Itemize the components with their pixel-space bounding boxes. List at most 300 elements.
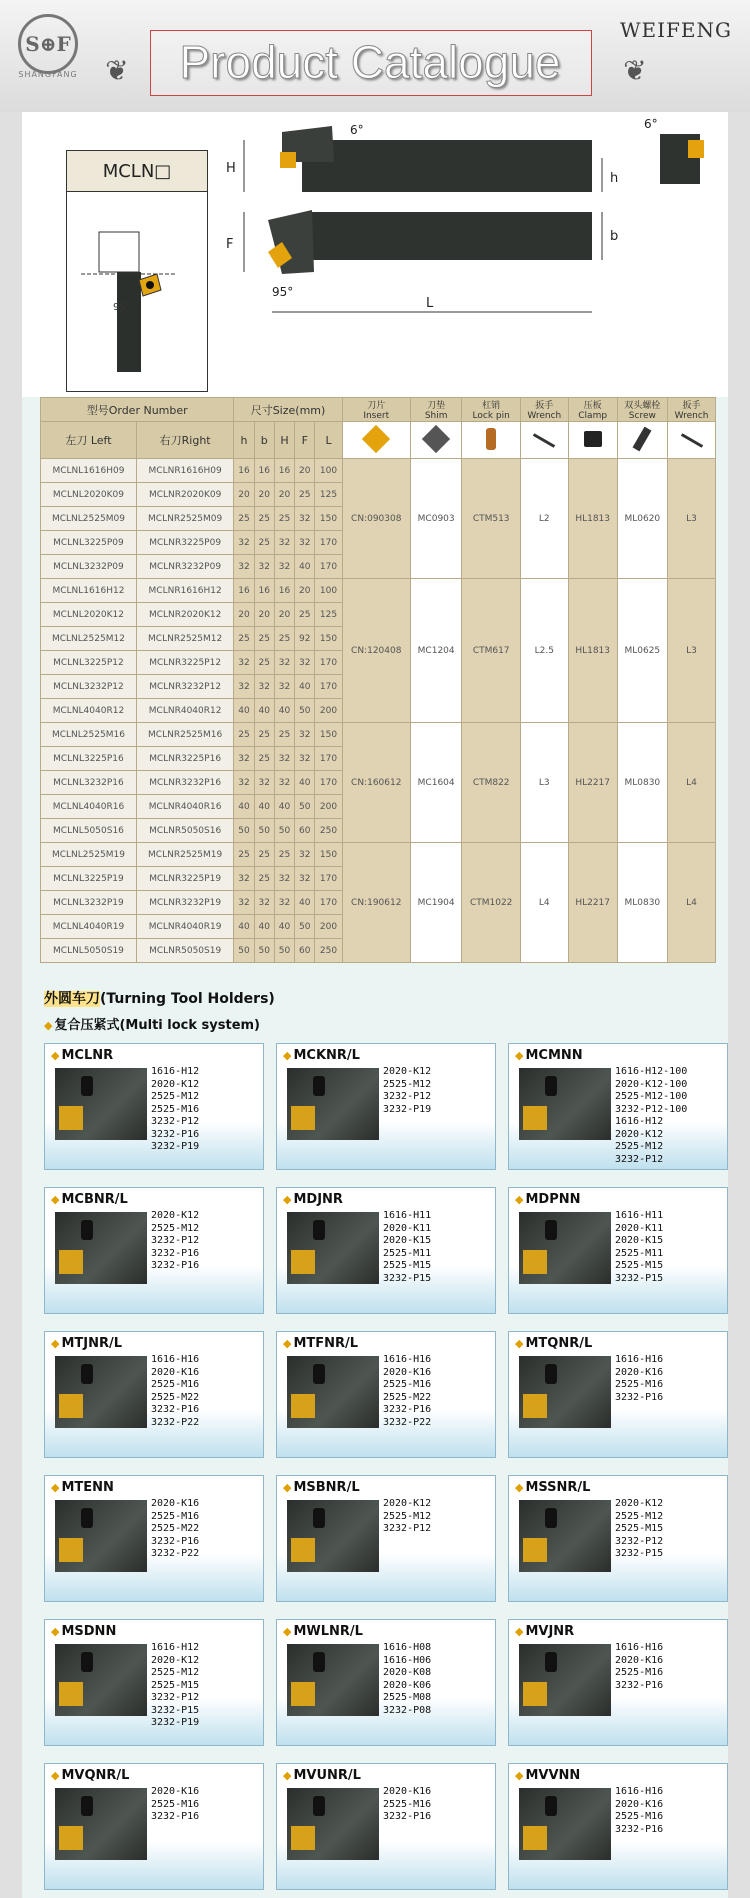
part-screw: ML0830 <box>617 723 667 843</box>
size-item: 2525-M15 <box>615 1523 664 1534</box>
size-item: 2020-K12 <box>151 1210 200 1221</box>
size-list <box>383 1498 431 1536</box>
size-item: 2020-K06 <box>383 1679 432 1691</box>
dim-value: 20 <box>295 579 315 603</box>
part-insert: CN:190612 <box>342 843 410 963</box>
dim-value: 25 <box>254 531 274 555</box>
brand-logo-subtitle: SHANGFANG <box>18 70 78 79</box>
part-shim: MC1904 <box>410 843 462 963</box>
dim-value: 20 <box>295 459 315 483</box>
order-left: MCLNL4040R12 <box>41 699 137 723</box>
dim-value: 150 <box>315 507 342 531</box>
body-angle-label: 95° <box>272 285 294 299</box>
right-header: 右刀Right <box>136 422 233 459</box>
spec-row <box>41 579 716 603</box>
dim-value: 25 <box>234 627 254 651</box>
size-item: 2525-M16 <box>151 1798 200 1810</box>
size-list <box>151 1786 199 1824</box>
shim-icon <box>410 422 462 459</box>
page-title: Product Catalogue <box>179 36 561 88</box>
size-item: 3232-P19 <box>383 1103 432 1115</box>
tool-holder-image <box>287 1212 379 1284</box>
dim-value: 32 <box>234 651 254 675</box>
product-name-text: MTENN <box>61 1480 114 1495</box>
size-item: 3232-P22 <box>151 1416 200 1428</box>
part-insert: CN:120408 <box>342 579 410 723</box>
tool-holder-image <box>287 1788 379 1860</box>
dim-header-F: F <box>295 422 315 459</box>
size-item: 2020-K16 <box>383 1786 432 1797</box>
size-item: 3232-P16 <box>615 1391 664 1403</box>
order-right: MCLNR2020K12 <box>136 603 233 627</box>
section-multi-lock-cn: 复合压紧式 <box>54 1018 120 1033</box>
dim-value: 40 <box>295 555 315 579</box>
part-label-en: Wrench <box>527 411 562 421</box>
dim-value: 50 <box>254 939 274 963</box>
insert-icon <box>291 1250 315 1274</box>
part-label-en: Lock pin <box>472 411 510 421</box>
product-card[interactable] <box>44 1475 264 1602</box>
dim-value: 16 <box>274 579 294 603</box>
clamp-icon <box>81 1508 93 1528</box>
dim-value: 32 <box>274 555 294 579</box>
size-item: 1616-H08 <box>383 1642 432 1653</box>
size-item: 2525-M22 <box>151 1391 200 1403</box>
product-name-text: MSSNR/L <box>525 1480 591 1495</box>
order-right: MCLNR2525M09 <box>136 507 233 531</box>
size-item: 1616-H12 <box>151 1066 200 1077</box>
dim-value: 20 <box>254 483 274 507</box>
product-card[interactable] <box>276 1619 496 1746</box>
header <box>0 0 750 115</box>
clamp-icon <box>313 1364 325 1384</box>
dim-value: 40 <box>254 699 274 723</box>
tool-holder-image <box>519 1788 611 1860</box>
product-card[interactable] <box>44 1619 264 1746</box>
size-item: 3232-P22 <box>383 1416 432 1428</box>
clamp-icon <box>313 1796 325 1816</box>
order-left: MCLNL3232P09 <box>41 555 137 579</box>
dim-value: 16 <box>254 579 274 603</box>
dim-value: 50 <box>295 915 315 939</box>
size-item: 2020-K11 <box>615 1222 664 1234</box>
spec-row <box>41 723 716 747</box>
tool-holder-image <box>519 1644 611 1716</box>
order-left: MCLNL2020K09 <box>41 483 137 507</box>
part-wrench2: L4 <box>668 843 716 963</box>
part-insert: CN:160612 <box>342 723 410 843</box>
size-item: 2525-M12 <box>383 1510 432 1522</box>
size-item: 2525-M12 <box>151 1091 200 1102</box>
size-item: 3232-P22 <box>151 1548 200 1559</box>
order-left: MCLNL2525M12 <box>41 627 137 651</box>
product-name-text: MCKNR/L <box>293 1048 360 1063</box>
insert-icon <box>523 1538 547 1562</box>
spec-subheader-row <box>41 422 716 459</box>
dim-value: 170 <box>315 675 342 699</box>
part-pin: CTM617 <box>462 579 520 723</box>
dim-value: 25 <box>254 627 274 651</box>
tool-holder-image <box>519 1500 611 1572</box>
dim-value: 25 <box>274 723 294 747</box>
size-item: 3232-P19 <box>151 1717 200 1728</box>
product-card[interactable] <box>44 1187 264 1314</box>
order-left: MCLNL3232P12 <box>41 675 137 699</box>
order-right: MCLNR5050S16 <box>136 819 233 843</box>
dim-value: 16 <box>254 459 274 483</box>
part-label-en: Screw <box>628 411 656 421</box>
order-left: MCLNL3225P16 <box>41 747 137 771</box>
size-item: 3232-P15 <box>151 1704 200 1716</box>
dim-value: 100 <box>315 579 342 603</box>
size-item: 2525-M16 <box>383 1798 432 1810</box>
dim-value: 32 <box>234 867 254 891</box>
size-item: 2020-K16 <box>615 1798 664 1810</box>
size-item: 3232-P12 <box>151 1692 200 1703</box>
size-item: 1616-H06 <box>383 1654 432 1666</box>
insert-icon <box>59 1682 83 1706</box>
diamond-bullet-icon: ◆ <box>51 1337 60 1350</box>
product-name <box>51 1480 114 1495</box>
size-item: 1616-H16 <box>615 1642 664 1653</box>
dim-value: 60 <box>295 819 315 843</box>
dim-value: 50 <box>234 819 254 843</box>
dim-value: 150 <box>315 723 342 747</box>
size-item: 3232-P16 <box>383 1404 432 1415</box>
part-label-en: Clamp <box>578 411 608 421</box>
part-wrench2: L4 <box>668 723 716 843</box>
ornament-right-icon: ❦ <box>623 54 647 87</box>
size-item: 2525-M12 <box>615 1510 664 1522</box>
clamp-icon <box>81 1796 93 1816</box>
part-label-cn: 刀片 <box>367 401 386 411</box>
order-right: MCLNR3232P19 <box>136 891 233 915</box>
part-screw: ML0625 <box>617 579 667 723</box>
dim-value: 50 <box>274 819 294 843</box>
product-card[interactable] <box>508 1331 728 1458</box>
insert-icon <box>342 422 410 459</box>
diamond-bullet-icon: ◆ <box>515 1049 524 1062</box>
dim-value: 20 <box>274 483 294 507</box>
product-name <box>51 1624 116 1639</box>
clamp-icon <box>81 1652 93 1672</box>
size-item: 2020-K16 <box>383 1366 432 1378</box>
tool-holder-image <box>55 1500 147 1572</box>
brand-name: WEIFENG <box>619 18 732 42</box>
size-item: 2020-K16 <box>151 1366 200 1378</box>
size-item: 2525-M16 <box>151 1379 200 1390</box>
size-item: 2020-K11 <box>383 1222 432 1234</box>
dim-value: 25 <box>295 483 315 507</box>
part-shim: MC0903 <box>410 459 462 579</box>
product-name <box>515 1624 574 1639</box>
diamond-bullet-icon: ◆ <box>283 1481 292 1494</box>
product-card[interactable] <box>44 1043 264 1170</box>
diamond-bullet-icon: ◆ <box>515 1625 524 1638</box>
part-wrench: L4 <box>520 843 568 963</box>
product-name <box>515 1768 580 1783</box>
tool-holder-image <box>287 1500 379 1572</box>
size-item: 2020-K12 <box>383 1498 432 1509</box>
size-item: 1616-H11 <box>615 1210 664 1221</box>
size-item: 2020-K12-100 <box>615 1078 688 1090</box>
part-wrench: L3 <box>520 723 568 843</box>
side-angle-label: 6° <box>644 117 658 131</box>
product-card[interactable] <box>508 1043 728 1170</box>
spec-header-row <box>41 398 716 422</box>
insert-icon <box>291 1106 315 1130</box>
product-name-text: MWLNR/L <box>293 1624 363 1639</box>
size-item: 1616-H11 <box>383 1210 432 1221</box>
wrench-icon <box>520 422 568 459</box>
size-list <box>615 1210 663 1285</box>
product-name <box>515 1192 580 1207</box>
dim-value: 170 <box>315 771 342 795</box>
section-turning-en: (Turning Tool Holders) <box>100 991 275 1007</box>
dim-value: 50 <box>274 939 294 963</box>
size-item: 2525-M12 <box>383 1078 432 1090</box>
dim-header-L: L <box>315 422 342 459</box>
product-name <box>51 1768 129 1783</box>
size-item: 2020-K12 <box>151 1654 200 1666</box>
insert-icon <box>291 1826 315 1850</box>
part-insert: CN:090308 <box>342 459 410 579</box>
product-name <box>283 1768 361 1783</box>
dim-value: 20 <box>274 603 294 627</box>
dim-value: 32 <box>234 771 254 795</box>
dim-value: 32 <box>274 891 294 915</box>
size-item: 3232-P16 <box>615 1823 664 1835</box>
dim-value: 32 <box>295 651 315 675</box>
size-item: 3232-P12 <box>151 1235 200 1246</box>
dim-value: 25 <box>274 843 294 867</box>
part-wrench: L2 <box>520 459 568 579</box>
size-list <box>383 1354 431 1429</box>
size-item: 2525-M16 <box>615 1667 664 1678</box>
dim-value: 25 <box>295 603 315 627</box>
product-card[interactable] <box>44 1331 264 1458</box>
spec-table <box>40 397 716 963</box>
size-item: 2525-M22 <box>383 1391 432 1403</box>
order-right: MCLNR2525M19 <box>136 843 233 867</box>
diamond-bullet-icon: ◆ <box>283 1625 292 1638</box>
size-item: 2525-M16 <box>383 1379 432 1390</box>
part-label-en: Insert <box>363 411 390 421</box>
dim-value: 25 <box>254 747 274 771</box>
product-card[interactable] <box>276 1043 496 1170</box>
spec-row <box>41 843 716 867</box>
order-left: MCLNL3225P12 <box>41 651 137 675</box>
part-clamp: HL2217 <box>568 723 617 843</box>
size-item: 3232-P16 <box>151 1247 200 1259</box>
product-card[interactable] <box>508 1187 728 1314</box>
insert-icon <box>523 1682 547 1706</box>
part-pin: CTM1022 <box>462 843 520 963</box>
clamp-icon <box>568 422 617 459</box>
product-card[interactable] <box>276 1331 496 1458</box>
size-item: 2020-K12 <box>151 1078 200 1090</box>
part-wrench2: L3 <box>668 579 716 723</box>
size-item: 2020-K12 <box>615 1128 664 1140</box>
size-list <box>383 1066 431 1116</box>
dim-value: 20 <box>234 603 254 627</box>
size-item: 3232-P12 <box>383 1091 432 1102</box>
order-left: MCLNL3232P19 <box>41 891 137 915</box>
size-item: 1616-H16 <box>615 1354 664 1365</box>
tool-holder-image <box>55 1212 147 1284</box>
diamond-bullet-icon: ◆ <box>283 1337 292 1350</box>
order-left: MCLNL4040R19 <box>41 915 137 939</box>
product-card[interactable] <box>508 1619 728 1746</box>
product-card[interactable] <box>276 1475 496 1602</box>
product-name <box>283 1048 360 1063</box>
size-item: 2020-K16 <box>615 1654 664 1666</box>
size-item: 3232-P15 <box>615 1548 664 1559</box>
spec-row <box>41 459 716 483</box>
dim-value: 25 <box>254 723 274 747</box>
product-name-text: MTQNR/L <box>525 1336 593 1351</box>
dim-value: 200 <box>315 699 342 723</box>
dim-value: 32 <box>254 555 274 579</box>
order-left: MCLNL3225P09 <box>41 531 137 555</box>
tool-holder-image <box>287 1068 379 1140</box>
product-name <box>515 1480 590 1495</box>
product-name-text: MVQNR/L <box>61 1768 130 1783</box>
order-right: MCLNR4040R16 <box>136 795 233 819</box>
order-left: MCLNL1616H12 <box>41 579 137 603</box>
dim-F: F <box>226 237 234 252</box>
right-margin <box>728 112 750 1898</box>
dim-value: 250 <box>315 939 342 963</box>
part-wrench2: L3 <box>668 459 716 579</box>
size-list <box>383 1642 431 1717</box>
size-item: 3232-P16 <box>615 1679 664 1691</box>
dim-value: 25 <box>234 843 254 867</box>
dim-value: 40 <box>274 915 294 939</box>
size-list <box>615 1066 687 1166</box>
dim-value: 40 <box>234 795 254 819</box>
dim-value: 40 <box>295 675 315 699</box>
product-name-text: MVUNR/L <box>293 1768 361 1783</box>
left-header: 左刀 Left <box>41 422 137 459</box>
size-item: 1616-H16 <box>615 1786 664 1797</box>
size-item: 3232-P16 <box>151 1535 200 1547</box>
diamond-bullet-icon: ◆ <box>515 1193 524 1206</box>
order-right: MCLNR3225P16 <box>136 747 233 771</box>
product-card[interactable] <box>508 1763 728 1890</box>
product-name <box>515 1048 583 1063</box>
tool-holder-image <box>519 1212 611 1284</box>
product-name-text: MCLNR <box>61 1048 114 1063</box>
clamp-icon <box>545 1508 557 1528</box>
dim-value: 25 <box>254 843 274 867</box>
diamond-bullet-icon: ◆ <box>283 1049 292 1062</box>
dim-value: 25 <box>254 651 274 675</box>
clamp-icon <box>313 1652 325 1672</box>
order-right: MCLNR3225P19 <box>136 867 233 891</box>
dim-value: 32 <box>234 891 254 915</box>
product-card[interactable] <box>276 1763 496 1890</box>
product-name-text: MSDNN <box>61 1624 117 1639</box>
dim-value: 200 <box>315 915 342 939</box>
part-clamp: HL1813 <box>568 579 617 723</box>
dim-value: 25 <box>254 867 274 891</box>
dim-value: 32 <box>234 675 254 699</box>
dim-value: 32 <box>295 531 315 555</box>
clamp-icon <box>313 1220 325 1240</box>
order-right: MCLNR5050S19 <box>136 939 233 963</box>
dim-L: L <box>426 296 434 311</box>
product-name <box>283 1192 343 1207</box>
order-right: MCLNR4040R19 <box>136 915 233 939</box>
size-item: 2525-M11 <box>615 1247 664 1259</box>
size-item: 2525-M12 <box>151 1667 200 1678</box>
dim-value: 32 <box>274 531 294 555</box>
size-header: 尺寸Size(mm) <box>234 398 342 422</box>
part-label-cn: 扳手 <box>535 401 554 411</box>
part-label-cn: 杠销 <box>482 401 501 411</box>
dim-value: 170 <box>315 891 342 915</box>
size-item: 3232-P16 <box>151 1128 200 1140</box>
product-card[interactable] <box>276 1187 496 1314</box>
clamp-icon <box>313 1508 325 1528</box>
order-right: MCLNR2525M16 <box>136 723 233 747</box>
tool-drawings <box>182 112 722 397</box>
size-item: 3232-P16 <box>151 1811 200 1822</box>
order-left: MCLNL2020K12 <box>41 603 137 627</box>
clamp-icon <box>81 1076 93 1096</box>
dim-value: 20 <box>254 603 274 627</box>
screw-icon <box>617 422 667 459</box>
size-item: 3232-P15 <box>615 1272 664 1284</box>
size-item: 2020-K16 <box>151 1786 200 1797</box>
dim-value: 32 <box>234 747 254 771</box>
dim-header-H: H <box>274 422 294 459</box>
size-item: 2020-K12 <box>615 1498 664 1509</box>
order-right: MCLNR3225P12 <box>136 651 233 675</box>
dim-H: H <box>226 161 236 176</box>
size-item: 2020-K15 <box>383 1235 432 1246</box>
ornament-left-icon: ❦ <box>105 54 129 87</box>
section-turning-tool-holders <box>44 988 275 1008</box>
dim-value: 25 <box>274 627 294 651</box>
tool-holder-image <box>519 1356 611 1428</box>
brand-logo: S⊕F <box>18 14 78 74</box>
product-name-text: MTFNR/L <box>293 1336 359 1351</box>
section-multi-lock-en: (Multi lock system) <box>119 1018 261 1033</box>
insert-icon <box>523 1394 547 1418</box>
dim-value: 32 <box>274 651 294 675</box>
order-left: MCLNL2525M16 <box>41 723 137 747</box>
dim-value: 170 <box>315 651 342 675</box>
order-left: MCLNL4040R16 <box>41 795 137 819</box>
product-card[interactable] <box>508 1475 728 1602</box>
dim-value: 32 <box>274 675 294 699</box>
product-name <box>51 1048 113 1063</box>
part-label-cn: 双头螺栓 <box>624 401 661 411</box>
dim-value: 92 <box>295 627 315 651</box>
product-card[interactable] <box>44 1763 264 1890</box>
size-list <box>151 1642 199 1730</box>
tool-holder-image <box>287 1356 379 1428</box>
order-left: MCLNL2525M19 <box>41 843 137 867</box>
product-name-text: MDPNN <box>525 1192 581 1207</box>
size-item: 1616-H12-100 <box>615 1066 688 1077</box>
dim-value: 60 <box>295 939 315 963</box>
dim-value: 32 <box>234 555 254 579</box>
size-item: 2525-M15 <box>151 1679 200 1691</box>
diamond-bullet-icon: ◆ <box>51 1769 60 1782</box>
